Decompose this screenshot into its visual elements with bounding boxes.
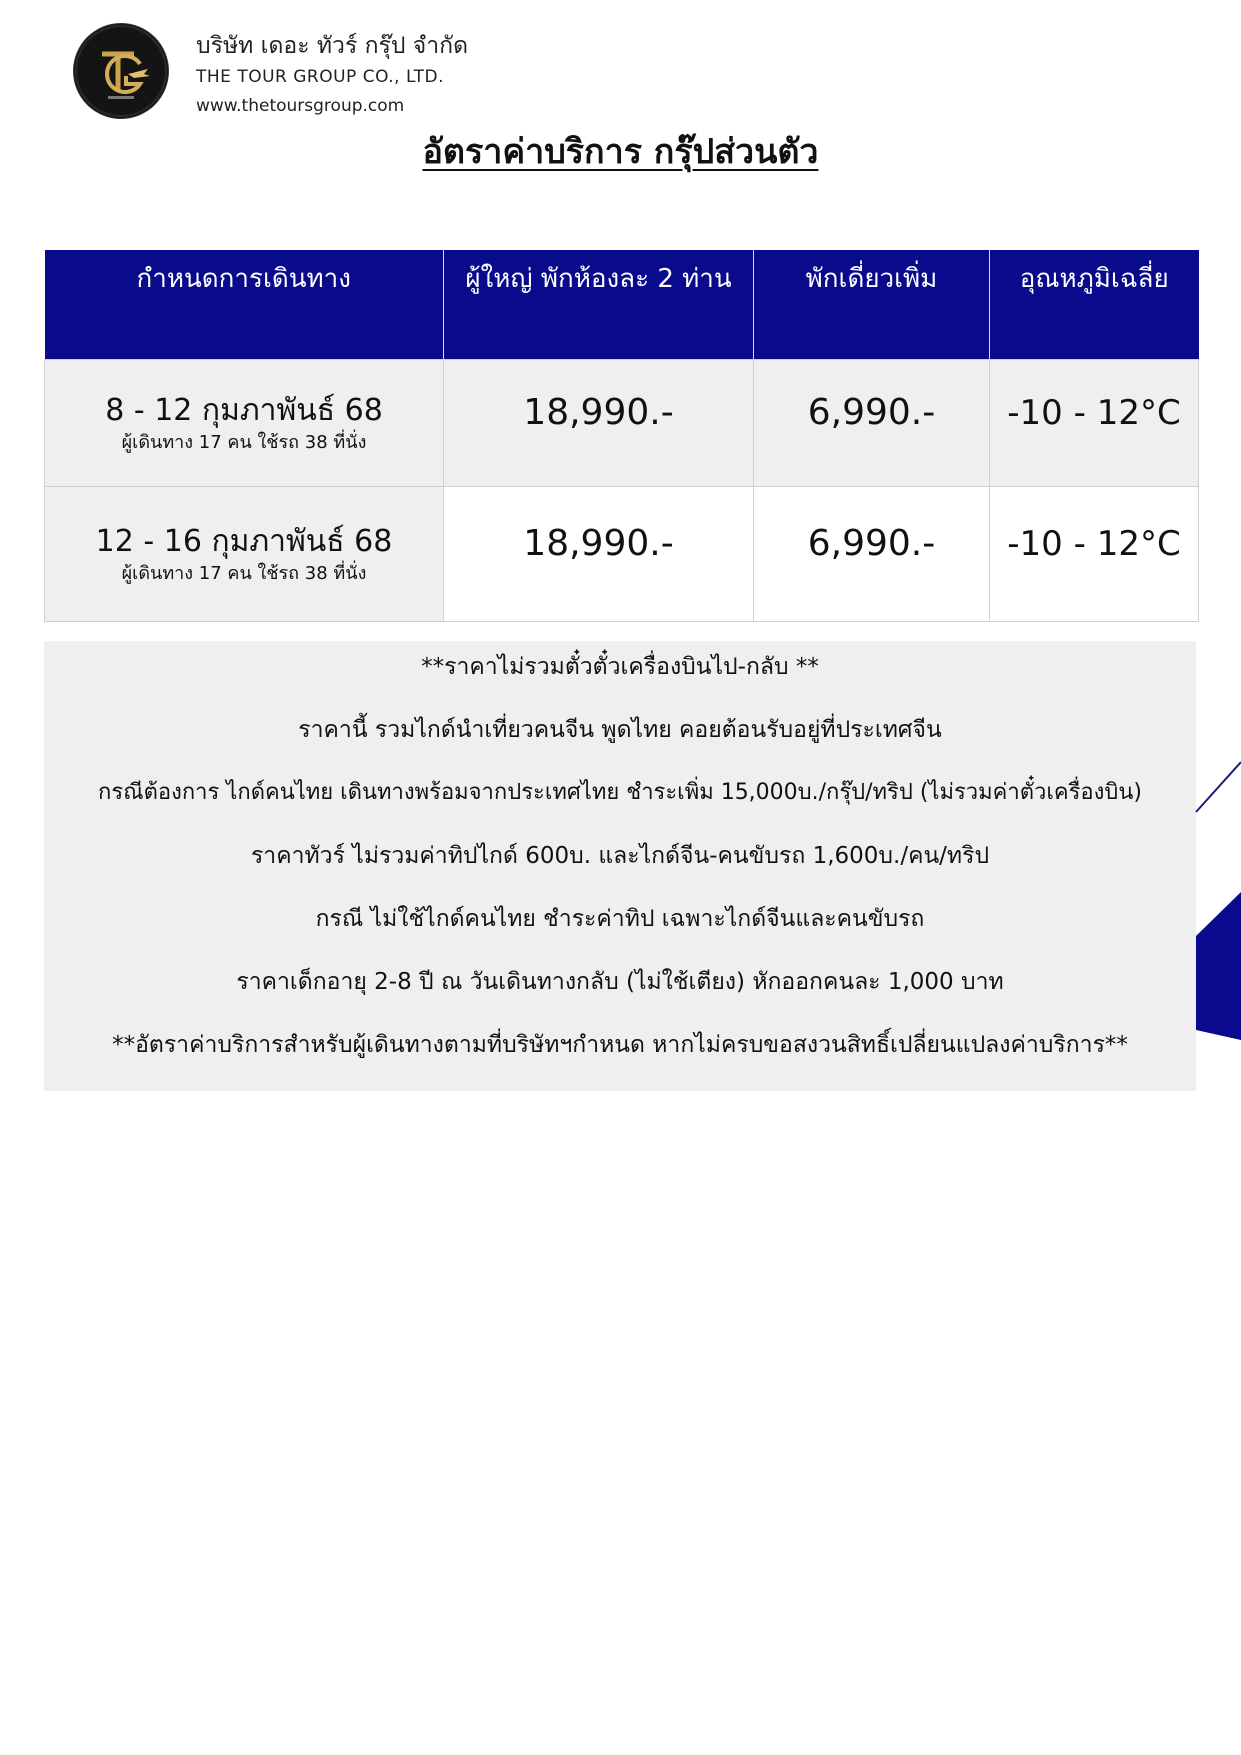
travel-detail: ผู้เดินทาง 17 คน ใช้รถ 38 ที่นั่ง (121, 432, 367, 453)
rate-table (44, 250, 1199, 622)
note-line: ราคาทัวร์ ไม่รวมค่าทิปไกด์ 600บ. และไกด์จีน-คนขับรถ 1,600บ./คน/ทริป (250, 843, 990, 869)
tg-logo-icon (74, 24, 168, 118)
header-travel-date: กำหนดการเดินทาง (45, 250, 444, 360)
adult-price: 18,990.- (523, 523, 674, 564)
company-logo (74, 24, 168, 118)
table-row (45, 360, 1199, 487)
travel-date-cell (45, 487, 444, 622)
decorative-shape (1180, 740, 1241, 1040)
single-supplement: 6,990.- (807, 392, 936, 433)
header-single-supplement: พักเดี่ยวเพิ่ม (754, 250, 990, 360)
note-line: กรณีต้องการ ไกด์คนไทย เดินทางพร้อมจากประเทศไทย ชำระเพิ่ม 15,000บ./กรุ๊ป/ทริป (ไม่รวมค่าตั๋วเครื่องบิน) (98, 780, 1142, 805)
adult-price-cell (444, 487, 754, 622)
adult-price-cell (444, 360, 754, 487)
travel-date: 12 - 16 กุมภาพันธ์ 68 (95, 524, 393, 559)
table-row (45, 487, 1199, 622)
temperature-cell (990, 487, 1199, 622)
travel-detail: ผู้เดินทาง 17 คน ใช้รถ 38 ที่นั่ง (121, 563, 367, 584)
note-line: ราคาเด็กอายุ 2-8 ปี ณ วันเดินทางกลับ (ไม่ใช้เตียง) หักออกคนละ 1,000 บาท (236, 969, 1004, 995)
single-supplement-cell (754, 360, 990, 487)
table-header-row (45, 250, 1199, 360)
header-adult-price: ผู้ใหญ่ พักห้องละ 2 ท่าน (444, 250, 754, 360)
page-title-text: อัตราค่าบริการ กรุ๊ปส่วนตัว (422, 132, 819, 172)
temperature: -10 - 12°C (1007, 393, 1181, 433)
notes-box (44, 641, 1196, 1091)
single-supplement: 6,990.- (807, 523, 936, 564)
note-line: ราคานี้ รวมไกด์นำเที่ยวคนจีน พูดไทย คอยต้อนรับอยู่ที่ประเทศจีน (298, 717, 942, 743)
note-line: **ราคาไม่รวมตั๋วตั๋วเครื่องบินไป-กลับ ** (421, 654, 819, 680)
temperature-cell (990, 360, 1199, 487)
note-line: กรณี ไม่ใช้ไกด์คนไทย ชำระค่าทิป เฉพาะไกด์จีนและคนขับรถ (315, 906, 925, 932)
company-name-english: THE TOUR GROUP CO., LTD. (196, 67, 444, 87)
page-title (0, 128, 1241, 176)
company-website: www.thetoursgroup.com (196, 96, 405, 116)
company-info (196, 30, 616, 120)
adult-price: 18,990.- (523, 392, 674, 433)
temperature: -10 - 12°C (1007, 524, 1181, 564)
company-name-thai: บริษัท เดอะ ทัวร์ กรุ๊ป จำกัด (196, 33, 469, 59)
travel-date-cell (45, 360, 444, 487)
header-temperature: อุณหภูมิเฉลี่ย (990, 250, 1199, 360)
travel-date: 8 - 12 กุมภาพันธ์ 68 (105, 393, 383, 428)
note-line: **อัตราค่าบริการสำหรับผู้เดินทางตามที่บริษัทฯกำหนด หากไม่ครบขอสงวนสิทธิ์เปลี่ยนแปลงค่าบริการ** (112, 1032, 1128, 1058)
single-supplement-cell (754, 487, 990, 622)
